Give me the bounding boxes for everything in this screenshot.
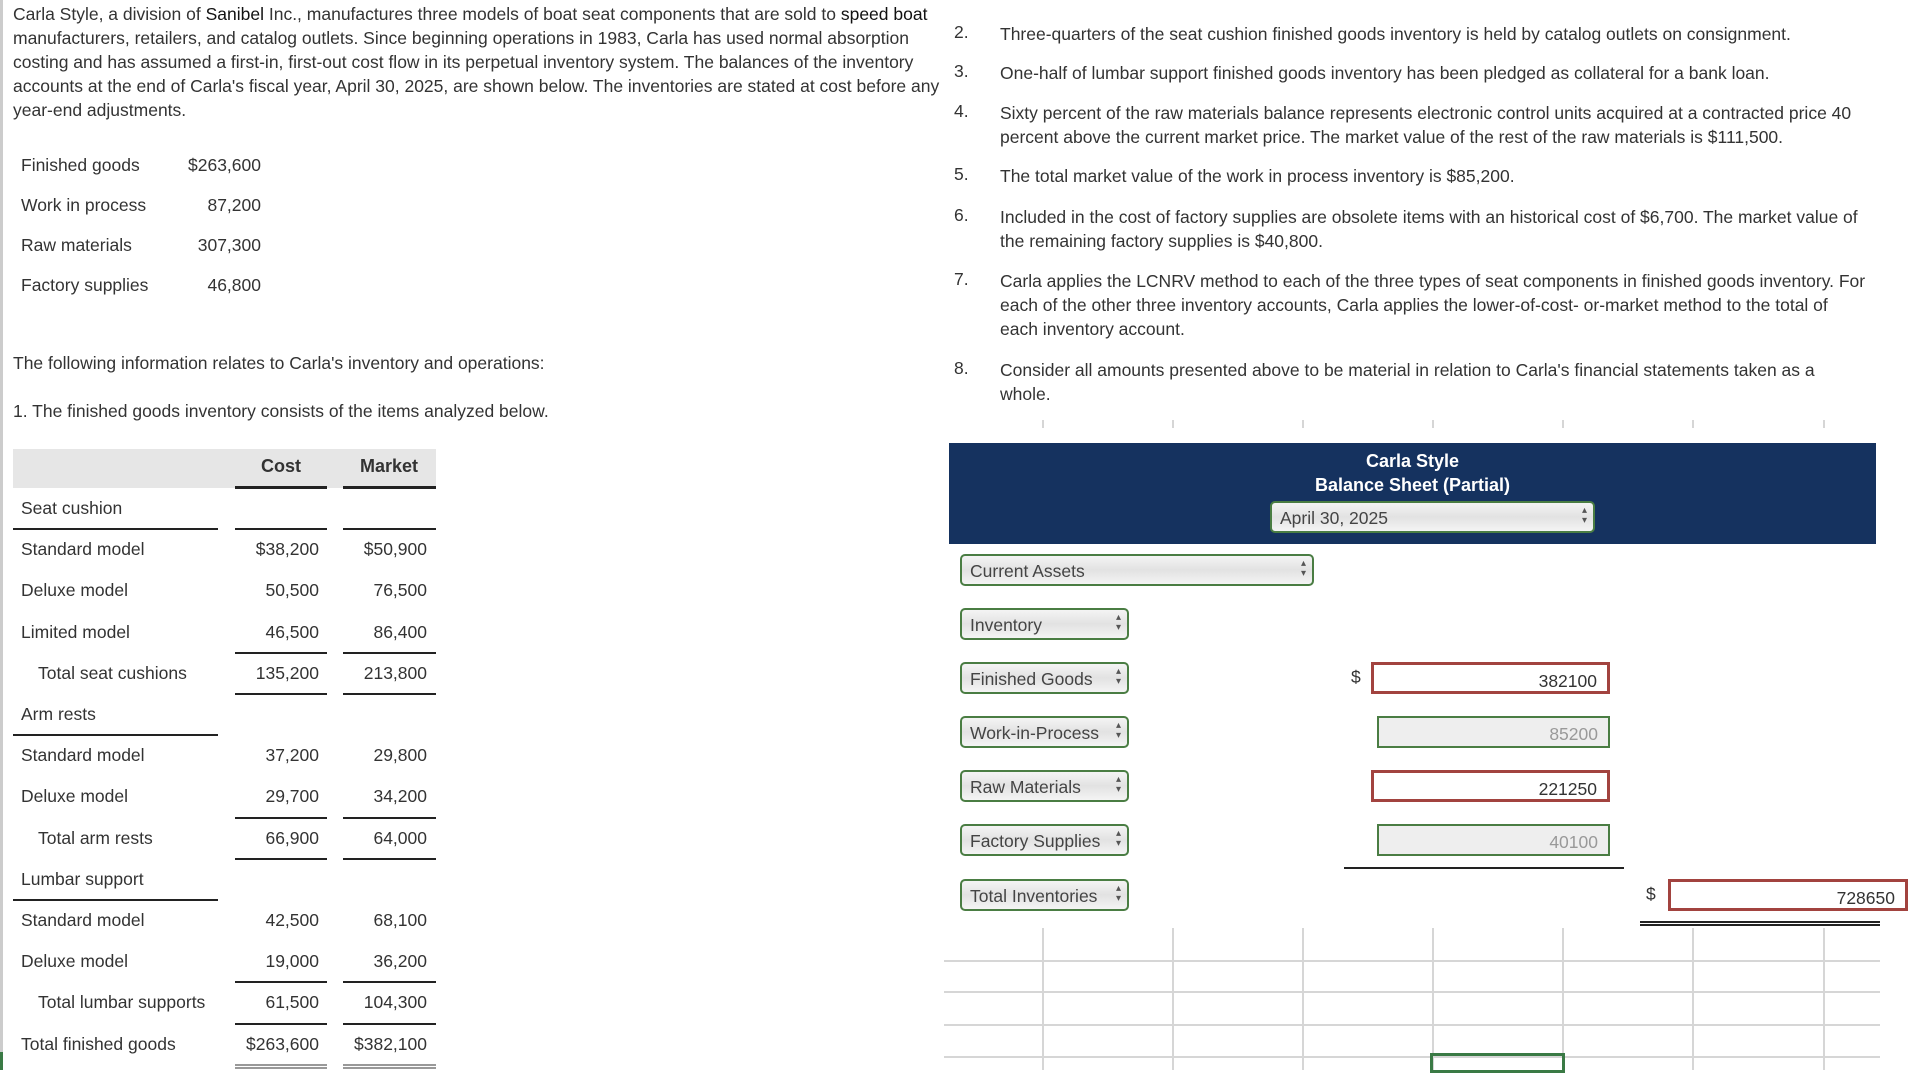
note-number: 7. xyxy=(954,269,969,289)
following-info-text: The following information relates to Carla's inventory and operations: xyxy=(13,353,545,373)
balance-factory-supplies: Factory supplies 46,800 xyxy=(21,275,261,295)
note-number: 3. xyxy=(954,61,969,81)
table-row xyxy=(21,694,436,735)
cost-value: 135,200 xyxy=(255,662,319,683)
note-text: Consider all amounts presented above to be material in relation to Carla's financial statements taken as a whole. xyxy=(1000,360,1815,404)
note-number: 8. xyxy=(954,358,969,378)
total-rule xyxy=(235,981,327,983)
row-label: Seat cushion xyxy=(21,498,123,518)
note-number: 6. xyxy=(954,205,969,225)
market-value: 68,100 xyxy=(373,910,427,930)
note-1-text: 1. The finished goods inventory consists of the items analyzed below. xyxy=(13,401,549,421)
grid-line xyxy=(1172,928,1174,1070)
row-label: Total seat cushions xyxy=(38,662,187,683)
grid-tick xyxy=(1172,420,1174,428)
grid-tick xyxy=(1042,420,1044,428)
grid-tick xyxy=(1302,420,1304,428)
cost-value: 61,500 xyxy=(265,992,319,1013)
table-row xyxy=(21,1024,436,1065)
total-rule xyxy=(235,693,327,695)
row-label: Deluxe model xyxy=(21,580,128,601)
cost-value: $38,200 xyxy=(255,539,319,560)
balance-raw-materials: Raw materials 307,300 xyxy=(21,235,261,255)
row-label: Deluxe model xyxy=(21,786,128,807)
grid-line xyxy=(1692,928,1694,1070)
market-value: 213,800 xyxy=(363,662,427,683)
grid-line xyxy=(944,1024,1880,1026)
table-row xyxy=(21,488,436,529)
total-label-select[interactable]: Total Inventories ▴ ▾ xyxy=(960,879,1129,911)
table-row xyxy=(21,529,436,570)
statement-title: Balance Sheet (Partial) xyxy=(1314,475,1511,495)
market-value: 64,000 xyxy=(373,827,427,848)
double-rule xyxy=(343,1064,436,1069)
total-rule xyxy=(343,858,436,860)
row-label: Limited model xyxy=(21,621,130,642)
left-panel-border xyxy=(0,0,3,1070)
note-text: Carla applies the LCNRV method to each of the three types of seat components in finished goods inventory. For each of the other three inventory accounts, Carla applies the lower-of-cost- or-market method to the total of each inventory account. xyxy=(1000,271,1866,339)
market-header: Market xyxy=(359,456,419,476)
line-label-select[interactable]: Work-in-Process ▴ ▾ xyxy=(960,716,1129,748)
row-label: Standard model xyxy=(21,910,145,930)
table-row xyxy=(21,818,436,859)
row-label: Total finished goods xyxy=(21,1033,176,1054)
line-label-select[interactable]: Finished Goods ▴ ▾ xyxy=(960,662,1129,694)
line-amount-input[interactable]: 85200 xyxy=(1377,716,1610,748)
market-value: 104,300 xyxy=(363,992,427,1013)
table-row xyxy=(21,570,436,611)
date-select[interactable]: April 30, 2025 ▴ ▾ xyxy=(1270,501,1595,533)
total-rule xyxy=(235,858,327,860)
market-value: 34,200 xyxy=(373,786,427,807)
table-row xyxy=(21,735,436,776)
row-label: Arm rests xyxy=(21,704,96,724)
dollar-sign: $ xyxy=(1646,884,1656,904)
cost-header: Cost xyxy=(261,456,301,476)
header-rule xyxy=(343,486,436,489)
table-row xyxy=(21,653,436,694)
row-label: Lumbar support xyxy=(21,868,144,889)
cost-value: 66,900 xyxy=(265,827,319,848)
note-number: 4. xyxy=(954,101,969,121)
note-text: One-half of lumbar support finished goods inventory has been pledged as collateral for a bank loan. xyxy=(1000,63,1770,83)
market-value: $382,100 xyxy=(354,1033,427,1054)
grid-line xyxy=(944,991,1880,993)
market-value: 36,200 xyxy=(373,951,427,972)
note-text: The total market value of the work in process inventory is $85,200. xyxy=(1000,166,1515,186)
note-number: 2. xyxy=(954,22,969,42)
cost-value: 42,500 xyxy=(265,910,319,930)
row-label: Total arm rests xyxy=(38,827,153,848)
double-rule xyxy=(235,1064,327,1069)
table-row xyxy=(21,982,436,1023)
market-value: 86,400 xyxy=(373,621,427,642)
row-label: Standard model xyxy=(21,745,145,766)
total-rule xyxy=(343,528,436,530)
total-rule xyxy=(343,652,436,654)
section-select[interactable]: Current Assets ▴ ▾ xyxy=(960,554,1314,586)
total-rule xyxy=(343,981,436,983)
table-row xyxy=(21,859,436,900)
company-name: Carla Style xyxy=(1365,451,1460,471)
grid-line xyxy=(1562,928,1564,1070)
total-inventories-input[interactable]: 728650 xyxy=(1668,879,1908,911)
line-label-select[interactable]: Factory Supplies ▴ ▾ xyxy=(960,824,1129,856)
note-text: Included in the cost of factory supplies are obsolete items with an historical cost of $6,700. The market value of the remaining factory supplies is $40,800. xyxy=(1000,207,1858,251)
market-value: $50,900 xyxy=(363,539,427,560)
group-select[interactable]: Inventory ▴ ▾ xyxy=(960,608,1129,640)
cost-value: 50,500 xyxy=(265,580,319,601)
table-row xyxy=(21,776,436,817)
header-rule xyxy=(235,486,327,489)
grid-tick xyxy=(1692,420,1694,428)
subtotal-rule xyxy=(1344,867,1624,869)
cost-value: 46,500 xyxy=(265,621,319,642)
market-value: 76,500 xyxy=(373,580,427,601)
table-row xyxy=(21,612,436,653)
dollar-sign: $ xyxy=(1351,667,1361,687)
line-label-select[interactable]: Raw Materials ▴ ▾ xyxy=(960,770,1129,802)
grid-tick xyxy=(1432,420,1434,428)
total-rule xyxy=(235,817,327,819)
total-rule xyxy=(343,1023,436,1025)
total-rule xyxy=(343,817,436,819)
cost-value: $263,600 xyxy=(246,1033,319,1054)
note-text: Three-quarters of the seat cushion finished goods inventory is held by catalog outlets on consignment. xyxy=(1000,24,1791,44)
cost-value: 29,700 xyxy=(265,786,319,807)
total-double-rule xyxy=(1640,921,1880,926)
balance-finished-goods: Finished goods $263,600 xyxy=(21,155,261,175)
note-text: Sixty percent of the raw materials balance represents electronic control units acquired at a contracted price 40 percent above the current market price. The market value of the rest of the raw materials is $111,500. xyxy=(1000,103,1852,147)
cost-value: 19,000 xyxy=(265,951,319,972)
note-number: 5. xyxy=(954,164,969,184)
grid-tick xyxy=(1823,420,1825,428)
grid-line xyxy=(1042,928,1044,1070)
scroll-marker xyxy=(0,1052,3,1070)
row-label: Standard model xyxy=(21,539,145,560)
balance-work-in-process: Work in process 87,200 xyxy=(21,195,261,215)
table-row xyxy=(21,941,436,982)
grid-line xyxy=(944,1056,1880,1058)
total-rule xyxy=(343,693,436,695)
grid-tick xyxy=(1562,420,1564,428)
intro-paragraph: Carla Style, a division of Sanibel Inc., manufactures three models of boat seat components that are sold to speed boat manufacturers, retailers, and catalog outlets. Since beginning operations in 1983, Carla has used normal absorption costing and has assumed a first-in, first-out cost flow in its perpetual inventory system. The balances of the inventory accounts at the end of Carla's fiscal year, April 30, 2025, are shown below. The inventories are stated at cost before any year-end adjustments. xyxy=(13,4,940,120)
grid-line xyxy=(1302,928,1304,1070)
total-rule xyxy=(235,528,327,530)
grid-line xyxy=(1823,928,1825,1070)
line-amount-input[interactable]: 40100 xyxy=(1377,824,1610,856)
row-label: Deluxe model xyxy=(21,951,128,972)
table-row xyxy=(21,900,436,941)
cost-value: 37,200 xyxy=(265,745,319,766)
grid-line xyxy=(944,960,1880,962)
row-label: Total lumbar supports xyxy=(38,992,206,1013)
line-amount-input[interactable]: 221250 xyxy=(1371,770,1610,802)
selected-cell[interactable] xyxy=(1430,1053,1565,1073)
line-amount-input[interactable]: 382100 xyxy=(1371,662,1610,694)
total-rule xyxy=(235,652,327,654)
grid-line xyxy=(1432,928,1434,1070)
total-rule xyxy=(235,1023,327,1025)
market-value: 29,800 xyxy=(373,745,427,766)
